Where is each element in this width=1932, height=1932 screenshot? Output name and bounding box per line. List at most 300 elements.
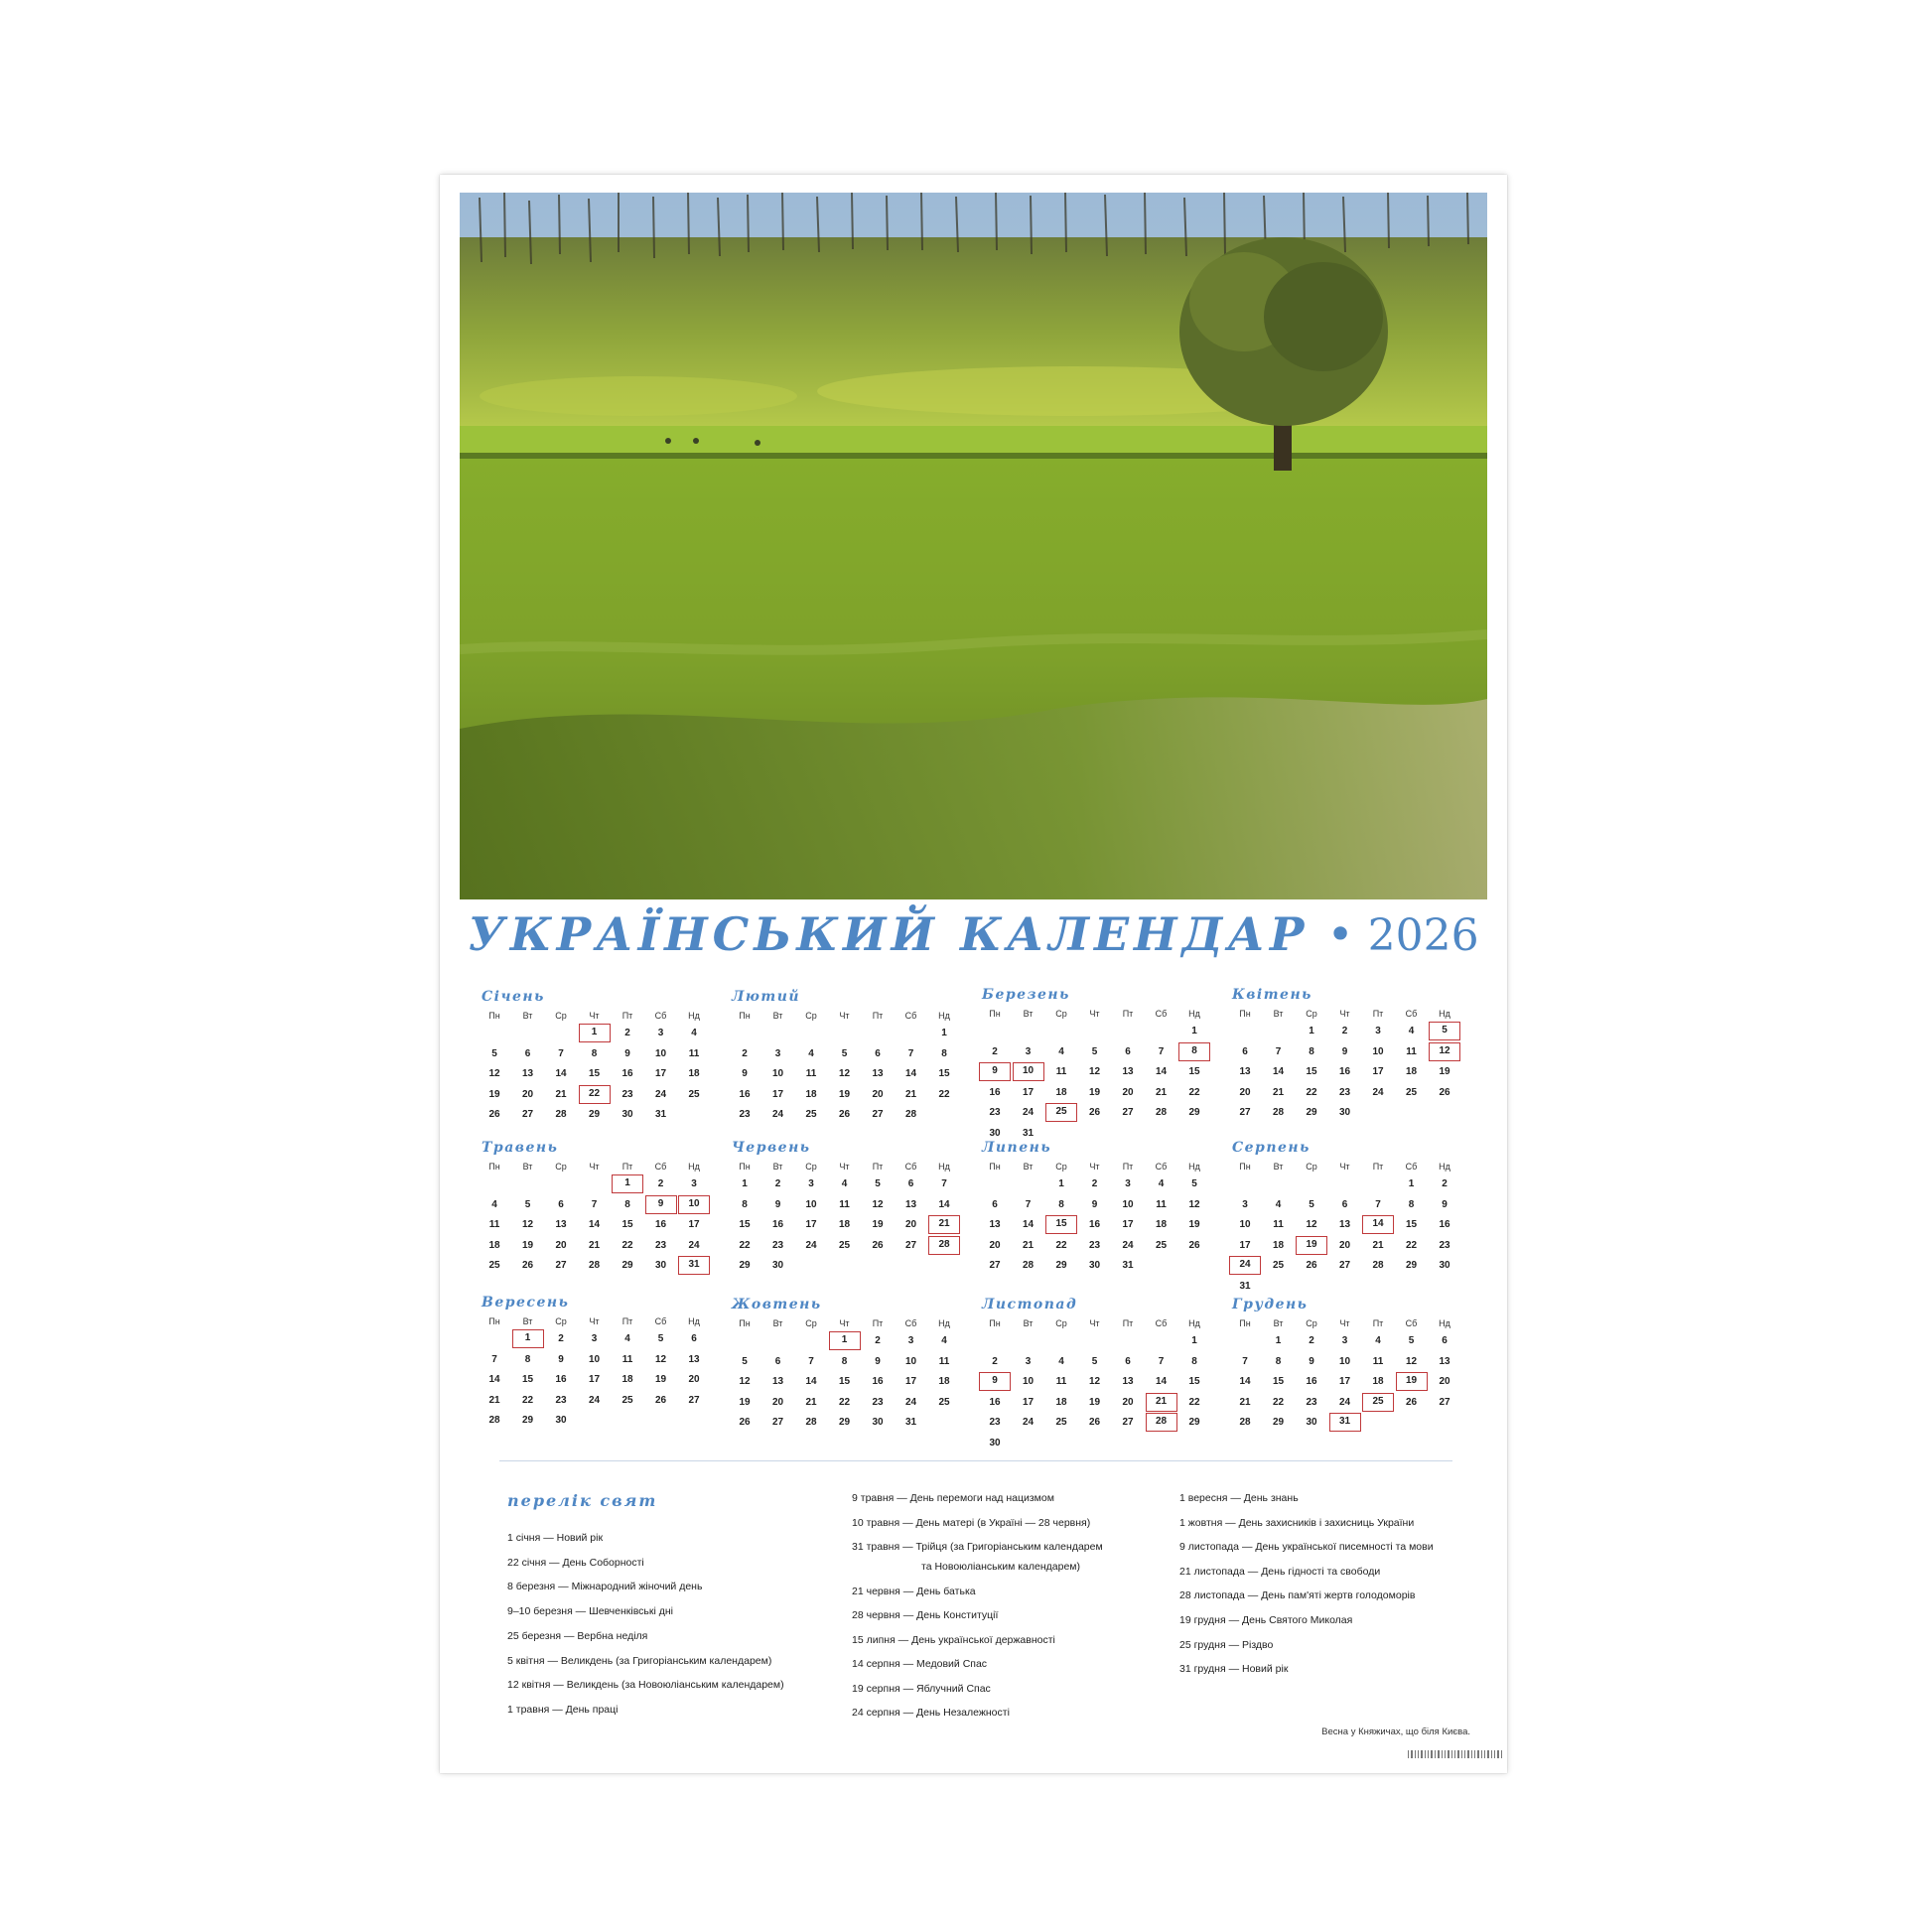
day-cell: 15 bbox=[588, 1068, 601, 1079]
day-cell: 19 bbox=[1439, 1066, 1450, 1077]
weekday-label: Сб bbox=[1155, 1162, 1168, 1172]
day-cell: 16 bbox=[739, 1088, 751, 1100]
day-cell: 13 bbox=[555, 1219, 567, 1230]
holiday-list-item: 9 травня — День перемоги над нацизмом bbox=[852, 1492, 1054, 1504]
month-block bbox=[980, 1140, 1218, 1289]
holiday-list-item: 14 серпня — Медовий Спас bbox=[852, 1658, 988, 1670]
weekday-label: Нд bbox=[688, 1162, 700, 1172]
day-cell: 28 bbox=[1155, 1107, 1168, 1118]
day-cell: 11 bbox=[1406, 1045, 1417, 1057]
day-cell: 17 bbox=[1338, 1376, 1351, 1387]
holiday-day-cell: 12 bbox=[1429, 1042, 1460, 1061]
day-cell: 12 bbox=[654, 1353, 667, 1365]
month-block bbox=[480, 989, 718, 1138]
day-cell: 8 bbox=[591, 1047, 598, 1059]
day-cell: 26 bbox=[1405, 1396, 1418, 1408]
weekday-label: Пт bbox=[1122, 1162, 1134, 1172]
holiday-list-item: 24 серпня — День Незалежності bbox=[852, 1707, 1010, 1719]
barcode-strip bbox=[1408, 1750, 1502, 1758]
weekday-label: Пт bbox=[1122, 1318, 1134, 1328]
weekday-label: Вт bbox=[522, 1162, 533, 1172]
day-cell: 26 bbox=[838, 1109, 851, 1120]
holiday-day-cell: 28 bbox=[1146, 1413, 1177, 1432]
day-cell: 27 bbox=[904, 1239, 917, 1251]
day-cell: 20 bbox=[555, 1239, 567, 1251]
month-name: Березень bbox=[982, 987, 1070, 1003]
day-cell: 1 bbox=[941, 1028, 947, 1038]
day-cell: 9 bbox=[1442, 1198, 1448, 1210]
day-cell: 7 bbox=[907, 1047, 914, 1059]
day-cell: 20 bbox=[1338, 1239, 1351, 1251]
day-cell: 9 bbox=[1341, 1045, 1348, 1057]
weekday-label: Нд bbox=[1188, 1162, 1200, 1172]
holiday-list-item: 1 січня — Новий рік bbox=[507, 1532, 604, 1544]
month-name: Травень bbox=[482, 1140, 559, 1156]
day-cell: 27 bbox=[521, 1109, 534, 1120]
day-cell: 25 bbox=[1155, 1239, 1168, 1251]
weekday-label: Пн bbox=[989, 1318, 1001, 1328]
day-cell: 17 bbox=[1372, 1066, 1384, 1077]
day-cell: 24 bbox=[588, 1394, 601, 1406]
weekday-label: Чт bbox=[1339, 1318, 1350, 1328]
day-cell: 6 bbox=[1125, 1355, 1131, 1367]
day-cell: 11 bbox=[1156, 1198, 1167, 1210]
day-cell: 30 bbox=[1439, 1260, 1450, 1271]
day-cell: 5 bbox=[1091, 1045, 1098, 1057]
weekday-label: Сб bbox=[1405, 1162, 1418, 1172]
holiday-day-cell: 9 bbox=[979, 1372, 1011, 1391]
day-cell: 11 bbox=[688, 1047, 700, 1059]
weekday-label: Чт bbox=[589, 1162, 600, 1172]
day-cell: 19 bbox=[1188, 1219, 1200, 1230]
day-cell: 23 bbox=[989, 1417, 1001, 1428]
day-cell: 23 bbox=[555, 1394, 567, 1406]
day-cell: 14 bbox=[1155, 1066, 1168, 1077]
month-block bbox=[730, 1140, 968, 1289]
weekday-label: Чт bbox=[1339, 1009, 1350, 1019]
holiday-day-cell: 31 bbox=[678, 1256, 710, 1275]
day-cell: 24 bbox=[904, 1396, 917, 1408]
holiday-list-item: 31 травня — Трійця (за Григоріанським календарем bbox=[852, 1541, 1103, 1553]
day-cell: 11 bbox=[488, 1219, 500, 1230]
day-cell: 15 bbox=[1306, 1066, 1317, 1077]
day-cell: 1 bbox=[1191, 1335, 1197, 1346]
day-cell: 17 bbox=[654, 1068, 667, 1079]
holiday-day-cell: 21 bbox=[928, 1215, 960, 1234]
day-cell: 14 bbox=[904, 1068, 917, 1079]
day-cell: 26 bbox=[1188, 1239, 1200, 1251]
day-cell: 1 bbox=[1275, 1335, 1282, 1346]
weekday-label: Вт bbox=[522, 1316, 533, 1326]
day-cell: 6 bbox=[992, 1198, 998, 1210]
day-cell: 12 bbox=[488, 1068, 500, 1079]
day-cell: 31 bbox=[1122, 1260, 1134, 1271]
weekday-label: Ср bbox=[805, 1318, 817, 1328]
month-name: Квітень bbox=[1232, 987, 1312, 1003]
day-cell: 24 bbox=[1022, 1107, 1035, 1118]
day-cell: 28 bbox=[805, 1417, 817, 1428]
weekday-label: Нд bbox=[1439, 1162, 1450, 1172]
day-cell: 24 bbox=[654, 1088, 667, 1100]
day-cell: 30 bbox=[989, 1437, 1001, 1449]
day-cell: 16 bbox=[1088, 1219, 1101, 1230]
day-cell: 16 bbox=[872, 1376, 884, 1387]
day-cell: 11 bbox=[1273, 1219, 1284, 1230]
day-cell: 25 bbox=[938, 1396, 950, 1408]
day-cell: 14 bbox=[805, 1376, 817, 1387]
day-cell: 2 bbox=[742, 1047, 748, 1059]
holiday-day-cell: 9 bbox=[645, 1195, 677, 1214]
day-cell: 9 bbox=[558, 1353, 564, 1365]
weekday-label: Пн bbox=[739, 1318, 751, 1328]
day-cell: 4 bbox=[808, 1047, 814, 1059]
title-separator: • bbox=[1326, 907, 1354, 961]
day-cell: 29 bbox=[1306, 1107, 1317, 1118]
day-cell: 9 bbox=[1309, 1355, 1314, 1367]
day-cell: 11 bbox=[805, 1068, 817, 1079]
day-cell: 5 bbox=[1091, 1355, 1098, 1367]
weekday-label: Ср bbox=[555, 1316, 567, 1326]
day-cell: 27 bbox=[1122, 1107, 1134, 1118]
holiday-list-item: 10 травня — День матері (в Україні — 28 червня) bbox=[852, 1516, 1091, 1529]
day-cell: 8 bbox=[841, 1355, 848, 1367]
day-cell: 21 bbox=[805, 1396, 817, 1408]
month-block bbox=[480, 1295, 718, 1444]
day-cell: 18 bbox=[1272, 1239, 1285, 1251]
day-cell: 25 bbox=[838, 1239, 851, 1251]
day-cell: 15 bbox=[621, 1219, 633, 1230]
holiday-list-item: 8 березня — Міжнародний жіночий день bbox=[507, 1581, 703, 1593]
weekday-label: Ср bbox=[805, 1162, 817, 1172]
day-cell: 4 bbox=[491, 1198, 497, 1210]
holiday-list-item: 1 вересня — День знань bbox=[1179, 1492, 1299, 1504]
day-cell: 3 bbox=[591, 1333, 598, 1344]
day-cell: 10 bbox=[654, 1047, 667, 1059]
holiday-day-cell: 5 bbox=[1429, 1022, 1460, 1040]
day-cell: 4 bbox=[1158, 1178, 1165, 1189]
day-cell: 5 bbox=[841, 1047, 848, 1059]
day-cell: 17 bbox=[805, 1219, 817, 1230]
day-cell: 8 bbox=[1275, 1355, 1282, 1367]
holiday-list-item: 28 листопада — День пам'яті жертв голодоморів bbox=[1179, 1589, 1416, 1602]
day-cell: 25 bbox=[1272, 1260, 1285, 1271]
day-cell: 16 bbox=[621, 1068, 633, 1079]
day-cell: 27 bbox=[1338, 1260, 1351, 1271]
weekday-label: Пн bbox=[739, 1162, 751, 1172]
weekday-label: Чт bbox=[1089, 1009, 1100, 1019]
day-cell: 20 bbox=[521, 1088, 534, 1100]
day-cell: 16 bbox=[1439, 1219, 1450, 1230]
weekday-label: Пн bbox=[488, 1162, 500, 1172]
day-cell: 31 bbox=[1239, 1280, 1251, 1292]
day-cell: 2 bbox=[624, 1028, 630, 1038]
day-cell: 23 bbox=[1338, 1086, 1351, 1098]
day-cell: 21 bbox=[1022, 1239, 1035, 1251]
day-cell: 30 bbox=[1306, 1417, 1317, 1428]
day-cell: 17 bbox=[1022, 1396, 1035, 1408]
day-cell: 27 bbox=[771, 1417, 784, 1428]
day-cell: 11 bbox=[938, 1355, 950, 1367]
holiday-day-cell: 1 bbox=[512, 1329, 544, 1348]
day-cell: 21 bbox=[488, 1394, 500, 1406]
day-cell: 26 bbox=[739, 1417, 751, 1428]
day-cell: 12 bbox=[1405, 1355, 1418, 1367]
day-cell: 3 bbox=[1025, 1045, 1032, 1057]
day-cell: 8 bbox=[1408, 1198, 1415, 1210]
holiday-day-cell: 28 bbox=[928, 1236, 960, 1255]
day-cell: 8 bbox=[742, 1198, 748, 1210]
day-cell: 15 bbox=[1272, 1376, 1285, 1387]
day-cell: 15 bbox=[838, 1376, 851, 1387]
holiday-list-item: 21 червня — День батька bbox=[852, 1585, 976, 1597]
day-cell: 24 bbox=[805, 1239, 817, 1251]
day-cell: 25 bbox=[1405, 1086, 1418, 1098]
day-cell: 23 bbox=[621, 1088, 633, 1100]
day-cell: 3 bbox=[657, 1028, 664, 1038]
day-cell: 13 bbox=[1439, 1355, 1450, 1367]
day-cell: 10 bbox=[1372, 1045, 1384, 1057]
day-cell: 19 bbox=[872, 1219, 884, 1230]
weekday-label: Нд bbox=[938, 1318, 950, 1328]
day-cell: 4 bbox=[624, 1333, 630, 1344]
day-cell: 26 bbox=[872, 1239, 884, 1251]
day-cell: 14 bbox=[555, 1068, 567, 1079]
holiday-day-cell: 1 bbox=[829, 1331, 861, 1350]
day-cell: 18 bbox=[1405, 1066, 1418, 1077]
day-cell: 23 bbox=[1088, 1239, 1101, 1251]
day-cell: 22 bbox=[1272, 1396, 1285, 1408]
day-cell: 19 bbox=[739, 1396, 751, 1408]
holidays-title: перелік свят bbox=[507, 1491, 658, 1510]
day-cell: 4 bbox=[1275, 1198, 1282, 1210]
day-cell: 7 bbox=[591, 1198, 598, 1210]
day-cell: 7 bbox=[808, 1355, 814, 1367]
day-cell: 10 bbox=[904, 1355, 917, 1367]
day-cell: 30 bbox=[1338, 1107, 1351, 1118]
day-cell: 26 bbox=[1439, 1086, 1450, 1098]
weekday-label: Пт bbox=[1372, 1009, 1384, 1019]
weekday-label: Сб bbox=[904, 1162, 917, 1172]
day-cell: 2 bbox=[1341, 1026, 1348, 1036]
day-cell: 26 bbox=[1088, 1107, 1101, 1118]
day-cell: 29 bbox=[1188, 1417, 1200, 1428]
weekday-label: Пт bbox=[621, 1316, 633, 1326]
holiday-list-item: 25 грудня — Різдво bbox=[1179, 1638, 1274, 1651]
landscape-photo bbox=[460, 193, 1487, 899]
day-cell: 22 bbox=[1188, 1396, 1200, 1408]
day-cell: 19 bbox=[1088, 1086, 1101, 1098]
day-cell: 13 bbox=[1338, 1219, 1351, 1230]
day-cell: 2 bbox=[657, 1178, 664, 1189]
weekday-label: Ср bbox=[1055, 1009, 1067, 1019]
weekday-label: Пн bbox=[989, 1162, 1001, 1172]
day-cell: 20 bbox=[904, 1219, 917, 1230]
day-cell: 7 bbox=[1242, 1355, 1248, 1367]
day-cell: 26 bbox=[654, 1394, 667, 1406]
day-cell: 7 bbox=[558, 1047, 564, 1059]
weekday-label: Нд bbox=[938, 1162, 950, 1172]
day-cell: 21 bbox=[555, 1088, 567, 1100]
weekday-label: Сб bbox=[904, 1011, 917, 1021]
weekday-label: Пн bbox=[1239, 1009, 1251, 1019]
holiday-list-item: 9 листопада — День української писемності та мови bbox=[1179, 1541, 1434, 1554]
holiday-day-cell: 19 bbox=[1396, 1372, 1428, 1391]
weekday-label: Чт bbox=[1089, 1162, 1100, 1172]
day-cell: 29 bbox=[588, 1109, 601, 1120]
day-cell: 18 bbox=[805, 1088, 817, 1100]
weekday-label: Пн bbox=[488, 1011, 500, 1021]
day-cell: 19 bbox=[488, 1088, 500, 1100]
day-cell: 26 bbox=[1088, 1417, 1101, 1428]
day-cell: 21 bbox=[588, 1239, 601, 1251]
day-cell: 21 bbox=[1155, 1086, 1168, 1098]
day-cell: 10 bbox=[1338, 1355, 1351, 1367]
day-cell: 4 bbox=[1058, 1045, 1064, 1057]
day-cell: 15 bbox=[1188, 1066, 1200, 1077]
day-cell: 25 bbox=[621, 1394, 633, 1406]
day-cell: 25 bbox=[488, 1260, 500, 1271]
day-cell: 21 bbox=[1272, 1086, 1285, 1098]
day-cell: 28 bbox=[1239, 1417, 1251, 1428]
day-cell: 20 bbox=[989, 1239, 1001, 1251]
day-cell: 26 bbox=[1306, 1260, 1317, 1271]
day-cell: 8 bbox=[524, 1353, 531, 1365]
day-cell: 14 bbox=[588, 1219, 601, 1230]
day-cell: 30 bbox=[555, 1415, 567, 1426]
weekday-label: Пт bbox=[872, 1318, 884, 1328]
day-cell: 23 bbox=[1306, 1396, 1317, 1408]
weekday-label: Вт bbox=[1023, 1318, 1034, 1328]
day-cell: 1 bbox=[742, 1178, 748, 1189]
weekday-label: Вт bbox=[772, 1011, 783, 1021]
day-cell: 20 bbox=[1439, 1376, 1450, 1387]
day-cell: 20 bbox=[872, 1088, 884, 1100]
holiday-day-cell: 9 bbox=[979, 1062, 1011, 1081]
day-cell: 23 bbox=[654, 1239, 667, 1251]
day-cell: 13 bbox=[771, 1376, 784, 1387]
day-cell: 16 bbox=[654, 1219, 667, 1230]
day-cell: 18 bbox=[1055, 1086, 1067, 1098]
holiday-list-item: та Новоюліанським календарем) bbox=[921, 1561, 1081, 1573]
weekday-label: Сб bbox=[1155, 1009, 1168, 1019]
day-cell: 8 bbox=[1309, 1045, 1314, 1057]
weekday-label: Сб bbox=[1405, 1009, 1418, 1019]
weekday-label: Чт bbox=[839, 1011, 850, 1021]
weekday-label: Вт bbox=[1273, 1162, 1284, 1172]
weekday-label: Нд bbox=[938, 1011, 950, 1021]
day-cell: 28 bbox=[588, 1260, 601, 1271]
day-cell: 23 bbox=[771, 1239, 784, 1251]
weekday-label: Нд bbox=[1439, 1009, 1450, 1019]
day-cell: 14 bbox=[1155, 1376, 1168, 1387]
day-cell: 20 bbox=[1239, 1086, 1251, 1098]
day-cell: 2 bbox=[558, 1333, 564, 1344]
day-cell: 24 bbox=[1372, 1086, 1384, 1098]
day-cell: 24 bbox=[1122, 1239, 1134, 1251]
weekday-label: Пт bbox=[1372, 1162, 1384, 1172]
day-cell: 4 bbox=[1408, 1026, 1415, 1036]
month-name: Липень bbox=[982, 1140, 1052, 1156]
day-cell: 21 bbox=[1239, 1396, 1251, 1408]
month-block bbox=[730, 989, 968, 1138]
month-block bbox=[1230, 1140, 1468, 1292]
day-cell: 11 bbox=[1372, 1355, 1384, 1367]
day-cell: 3 bbox=[907, 1335, 914, 1346]
day-cell: 6 bbox=[907, 1178, 914, 1189]
day-cell: 21 bbox=[1372, 1239, 1384, 1251]
day-cell: 26 bbox=[488, 1109, 500, 1120]
weekday-label: Сб bbox=[654, 1316, 667, 1326]
holiday-list-item: 25 березня — Вербна неділя bbox=[507, 1629, 648, 1642]
day-cell: 18 bbox=[688, 1068, 700, 1079]
day-cell: 19 bbox=[1088, 1396, 1101, 1408]
day-cell: 31 bbox=[654, 1109, 667, 1120]
section-divider bbox=[499, 1460, 1452, 1461]
weekday-label: Сб bbox=[1405, 1318, 1418, 1328]
day-cell: 7 bbox=[1158, 1045, 1165, 1057]
day-cell: 17 bbox=[1239, 1239, 1251, 1251]
day-cell: 18 bbox=[1155, 1219, 1168, 1230]
month-block bbox=[480, 1140, 718, 1289]
day-cell: 1 bbox=[1408, 1178, 1415, 1189]
day-cell: 30 bbox=[1088, 1260, 1101, 1271]
day-cell: 12 bbox=[739, 1376, 751, 1387]
day-cell: 30 bbox=[621, 1109, 633, 1120]
day-cell: 16 bbox=[989, 1086, 1001, 1098]
weekday-label: Пт bbox=[872, 1162, 884, 1172]
day-cell: 6 bbox=[1242, 1045, 1248, 1057]
day-cell: 13 bbox=[688, 1353, 700, 1365]
day-cell: 13 bbox=[904, 1198, 917, 1210]
day-cell: 7 bbox=[491, 1353, 497, 1365]
weekday-label: Ср bbox=[1055, 1318, 1067, 1328]
day-cell: 31 bbox=[1022, 1127, 1035, 1139]
day-cell: 18 bbox=[1372, 1376, 1384, 1387]
weekday-label: Пт bbox=[872, 1011, 884, 1021]
day-cell: 22 bbox=[1055, 1239, 1067, 1251]
day-cell: 16 bbox=[1306, 1376, 1317, 1387]
day-cell: 19 bbox=[521, 1239, 534, 1251]
day-cell: 7 bbox=[941, 1178, 947, 1189]
weekday-label: Вт bbox=[772, 1162, 783, 1172]
day-cell: 29 bbox=[739, 1260, 751, 1271]
day-cell: 4 bbox=[1058, 1355, 1064, 1367]
weekday-label: Пт bbox=[1122, 1009, 1134, 1019]
day-cell: 28 bbox=[904, 1109, 917, 1120]
day-cell: 6 bbox=[691, 1333, 697, 1344]
day-cell: 8 bbox=[1058, 1198, 1064, 1210]
weekday-label: Чт bbox=[839, 1162, 850, 1172]
day-cell: 15 bbox=[521, 1374, 534, 1385]
day-cell: 14 bbox=[1239, 1376, 1251, 1387]
day-cell: 28 bbox=[1272, 1107, 1285, 1118]
day-cell: 13 bbox=[1122, 1376, 1134, 1387]
holiday-day-cell: 15 bbox=[1045, 1215, 1077, 1234]
month-name: Серпень bbox=[1232, 1140, 1311, 1156]
weekday-label: Чт bbox=[839, 1318, 850, 1328]
weekday-label: Вт bbox=[1273, 1318, 1284, 1328]
weekday-label: Ср bbox=[1306, 1318, 1317, 1328]
day-cell: 14 bbox=[488, 1374, 500, 1385]
day-cell: 3 bbox=[1125, 1178, 1131, 1189]
day-cell: 17 bbox=[904, 1376, 917, 1387]
day-cell: 10 bbox=[805, 1198, 817, 1210]
day-cell: 17 bbox=[688, 1219, 700, 1230]
day-cell: 13 bbox=[1122, 1066, 1134, 1077]
day-cell: 29 bbox=[1055, 1260, 1067, 1271]
day-cell: 22 bbox=[1188, 1086, 1200, 1098]
day-cell: 22 bbox=[838, 1396, 851, 1408]
